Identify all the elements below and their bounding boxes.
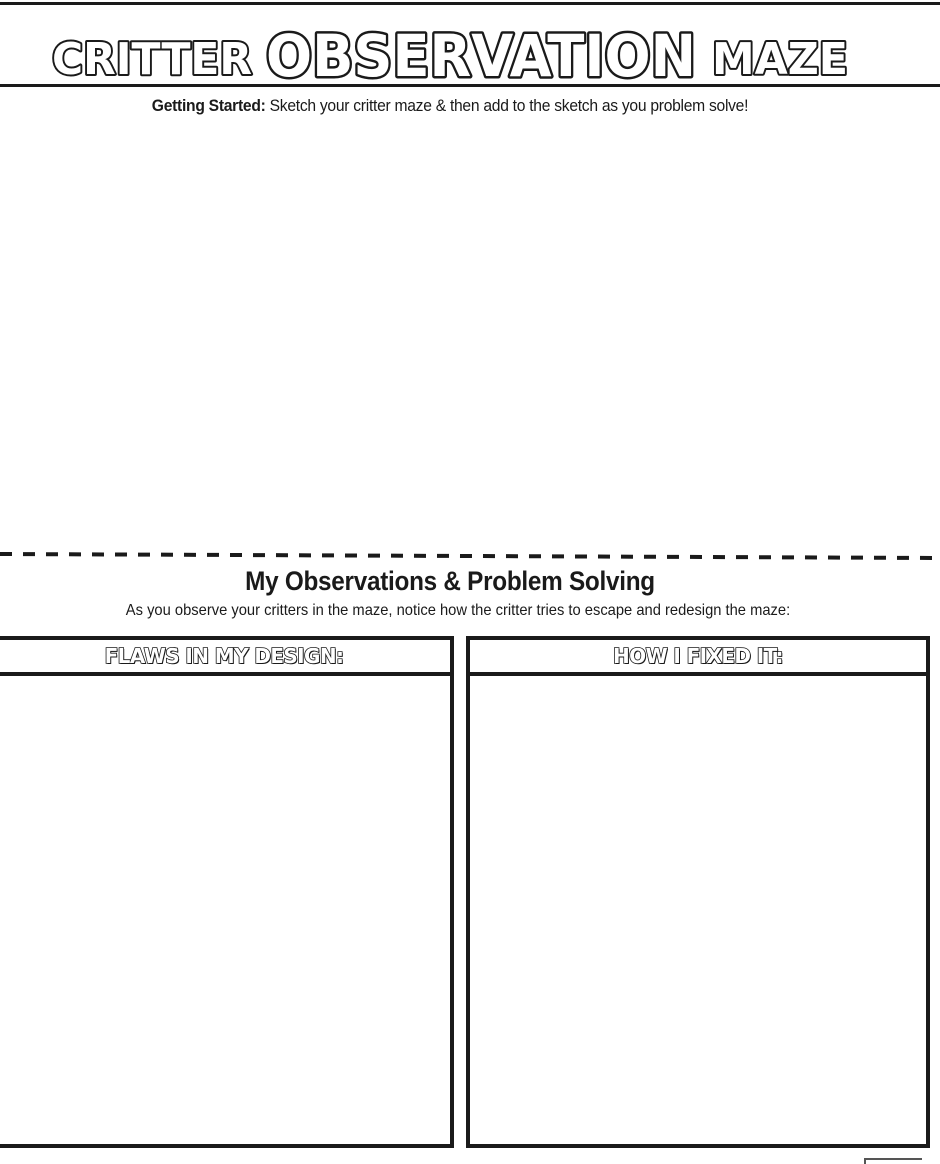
title-word-critter: CRITTER bbox=[52, 34, 252, 84]
worksheet-title bbox=[0, 18, 940, 84]
fixes-panel-title: HOW I FIXED IT: bbox=[470, 640, 926, 676]
flaws-panel bbox=[0, 636, 454, 1148]
top-rule bbox=[0, 2, 940, 5]
observations-heading: My Observations & Problem Solving bbox=[245, 566, 655, 596]
title-word-maze: MAZE bbox=[712, 34, 848, 84]
maze-sketch-area[interactable] bbox=[0, 125, 940, 545]
title-word-observation: OBSERVATION bbox=[266, 22, 696, 84]
page-corner-mark bbox=[864, 1158, 922, 1164]
dashed-divider bbox=[0, 550, 940, 562]
getting-started-text: Sketch your critter maze & then add to the sketch as you problem solve! bbox=[269, 96, 749, 115]
flaws-panel-title: FLAWS IN MY DESIGN: bbox=[0, 640, 450, 676]
observations-subtitle: As you observe your critters in the maze, notice how the critter tries to escape and redesign the maze: bbox=[125, 602, 791, 619]
fixes-writing-area[interactable] bbox=[470, 676, 926, 1144]
fixes-panel bbox=[466, 636, 930, 1148]
flaws-writing-area[interactable] bbox=[0, 676, 450, 1144]
title-underline bbox=[0, 84, 940, 87]
getting-started-instructions bbox=[36, 96, 864, 116]
getting-started-label: Getting Started: bbox=[151, 96, 266, 115]
